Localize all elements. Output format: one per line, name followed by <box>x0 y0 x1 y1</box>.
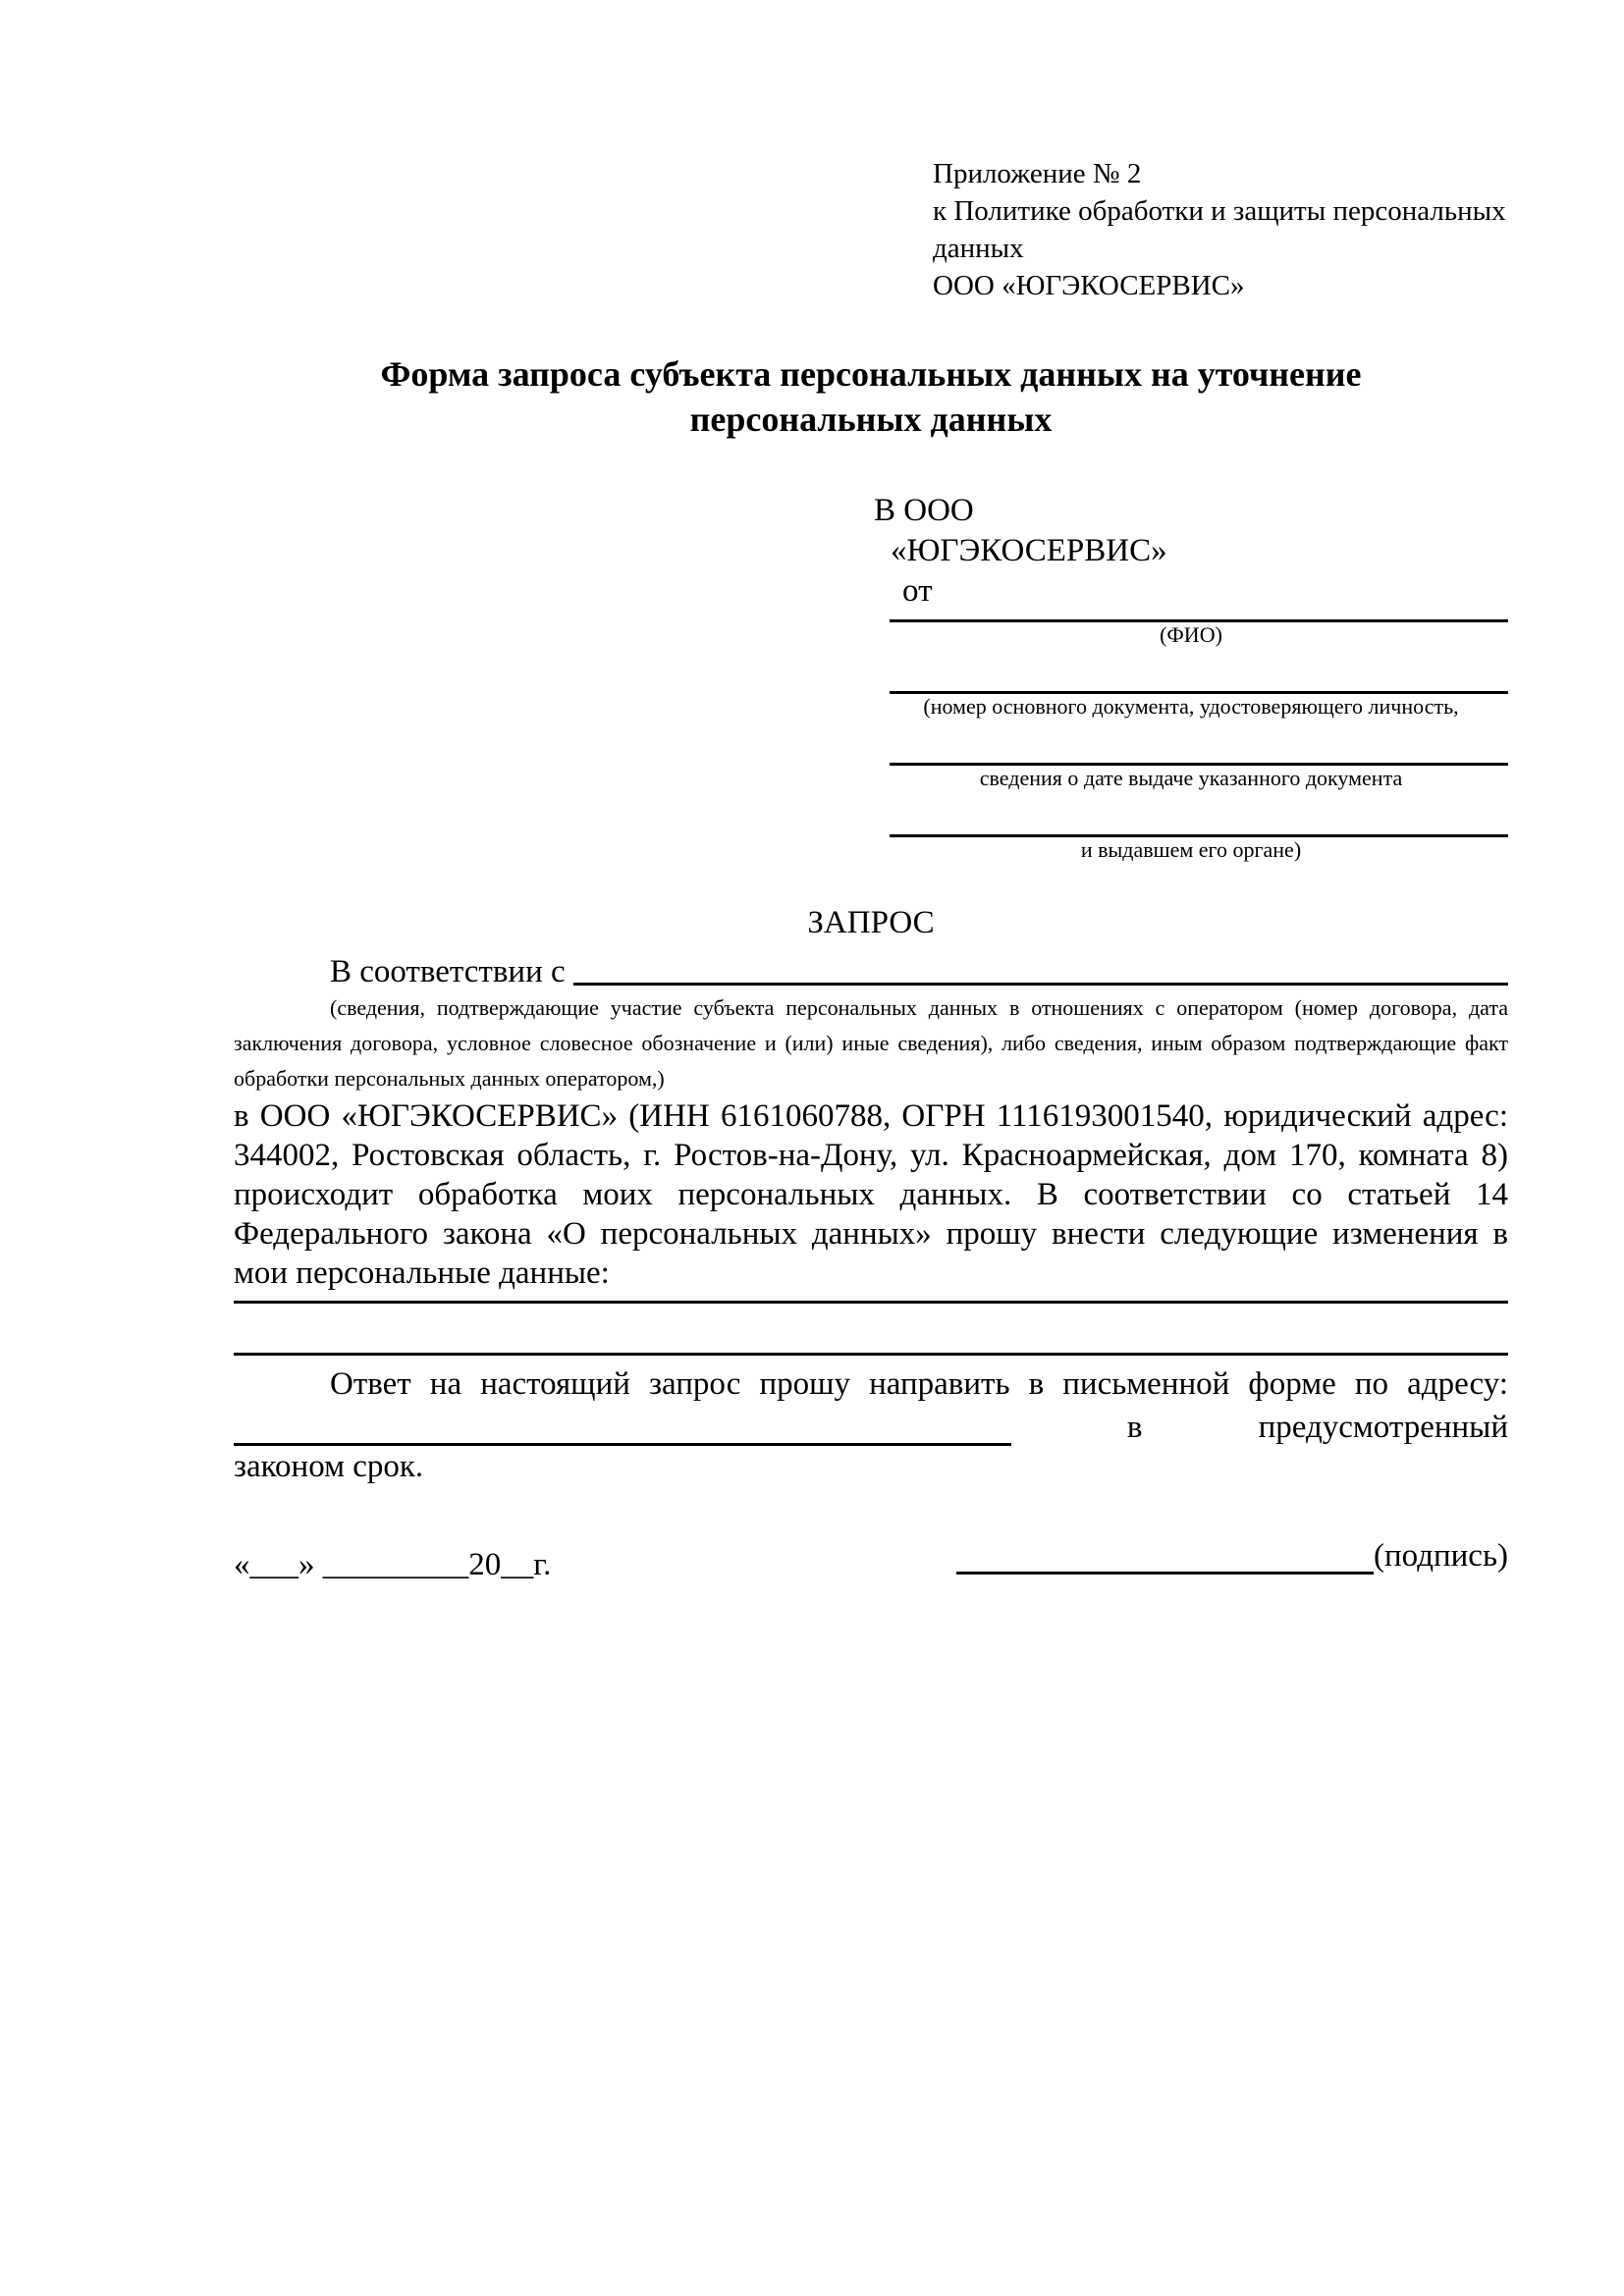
reply-address-blank-line <box>234 1414 1011 1446</box>
attachment-policy-line: к Политике обработки и защиты персональных <box>933 195 1506 227</box>
request-intro-prefix: В соответствии с <box>330 954 566 989</box>
intro-blank-line <box>573 983 1508 986</box>
reply-paragraph-line2 <box>234 1405 1508 1446</box>
changes-blank-line-2 <box>234 1304 1508 1356</box>
signature-row <box>234 1538 1508 1583</box>
signature-caption: (подпись) <box>1374 1538 1508 1574</box>
changes-blank-line-1 <box>234 1293 1508 1304</box>
issuing-authority-caption: и выдавшем его органе) <box>1080 837 1302 862</box>
intro-footnote: (сведения, подтверждающие участие субъекта персональных данных в отношениях с оператором (номер договора, дата заключения договора, условное словесное обозначение и (или) иные сведения), либо сведения, иным образом подтверждающие факт обработки персональных данных оператором,) <box>234 995 1508 1091</box>
addressee-to-line1: В ООО <box>874 493 974 528</box>
attachment-header <box>933 155 1561 304</box>
document-title: Форма запроса субъекта персональных данных на уточнение персональных данных <box>380 354 1362 439</box>
request-heading: ЗАПРОС <box>807 905 935 940</box>
issue-date-caption: сведения о дате выдаче указанного документа <box>979 766 1403 790</box>
attachment-policy-line2: данных <box>933 233 1024 264</box>
reply-paragraph-line1: Ответ на настоящий запрос прошу направить в письменной форме по адресу: <box>330 1366 1508 1402</box>
signature-right-group <box>956 1538 1508 1575</box>
fio-caption: (ФИО) <box>1160 622 1222 647</box>
reply-word-a: в <box>1126 1410 1143 1445</box>
request-intro-line <box>234 947 1508 990</box>
reply-word-b: предусмотренный <box>1258 1410 1508 1445</box>
date-blank-line: «___» _________20__г. <box>234 1547 552 1582</box>
addressee-block <box>874 491 1508 863</box>
attachment-number: Приложение № 2 <box>933 158 1142 189</box>
reply-paragraph-line3: законом срок. <box>234 1449 424 1484</box>
document-number-caption: (номер основного документа, удостоверяющего личность, <box>923 694 1459 719</box>
signature-blank-line <box>956 1542 1374 1575</box>
request-body: в ООО «ЮГЭКОСЕРВИС» (ИНН 6161060788, ОГРН 1116193001540, юридический адрес: 344002, Ростовская область, г. Ростов-на-Дону, ул. Красноармейская, дом 170, комната 8) происходит обработка моих персональных данных. В соответствии со статьей 14 Федерального закона «О персональных данных» прошу внести следующие изменения в мои персональные данные: <box>234 1098 1508 1291</box>
addressee-to-line2: «ЮГЭКОСЕРВИС» <box>891 533 1167 568</box>
addressee-from-label: от <box>902 573 933 609</box>
attachment-company: ООО «ЮГЭКОСЕРВИС» <box>933 270 1245 301</box>
